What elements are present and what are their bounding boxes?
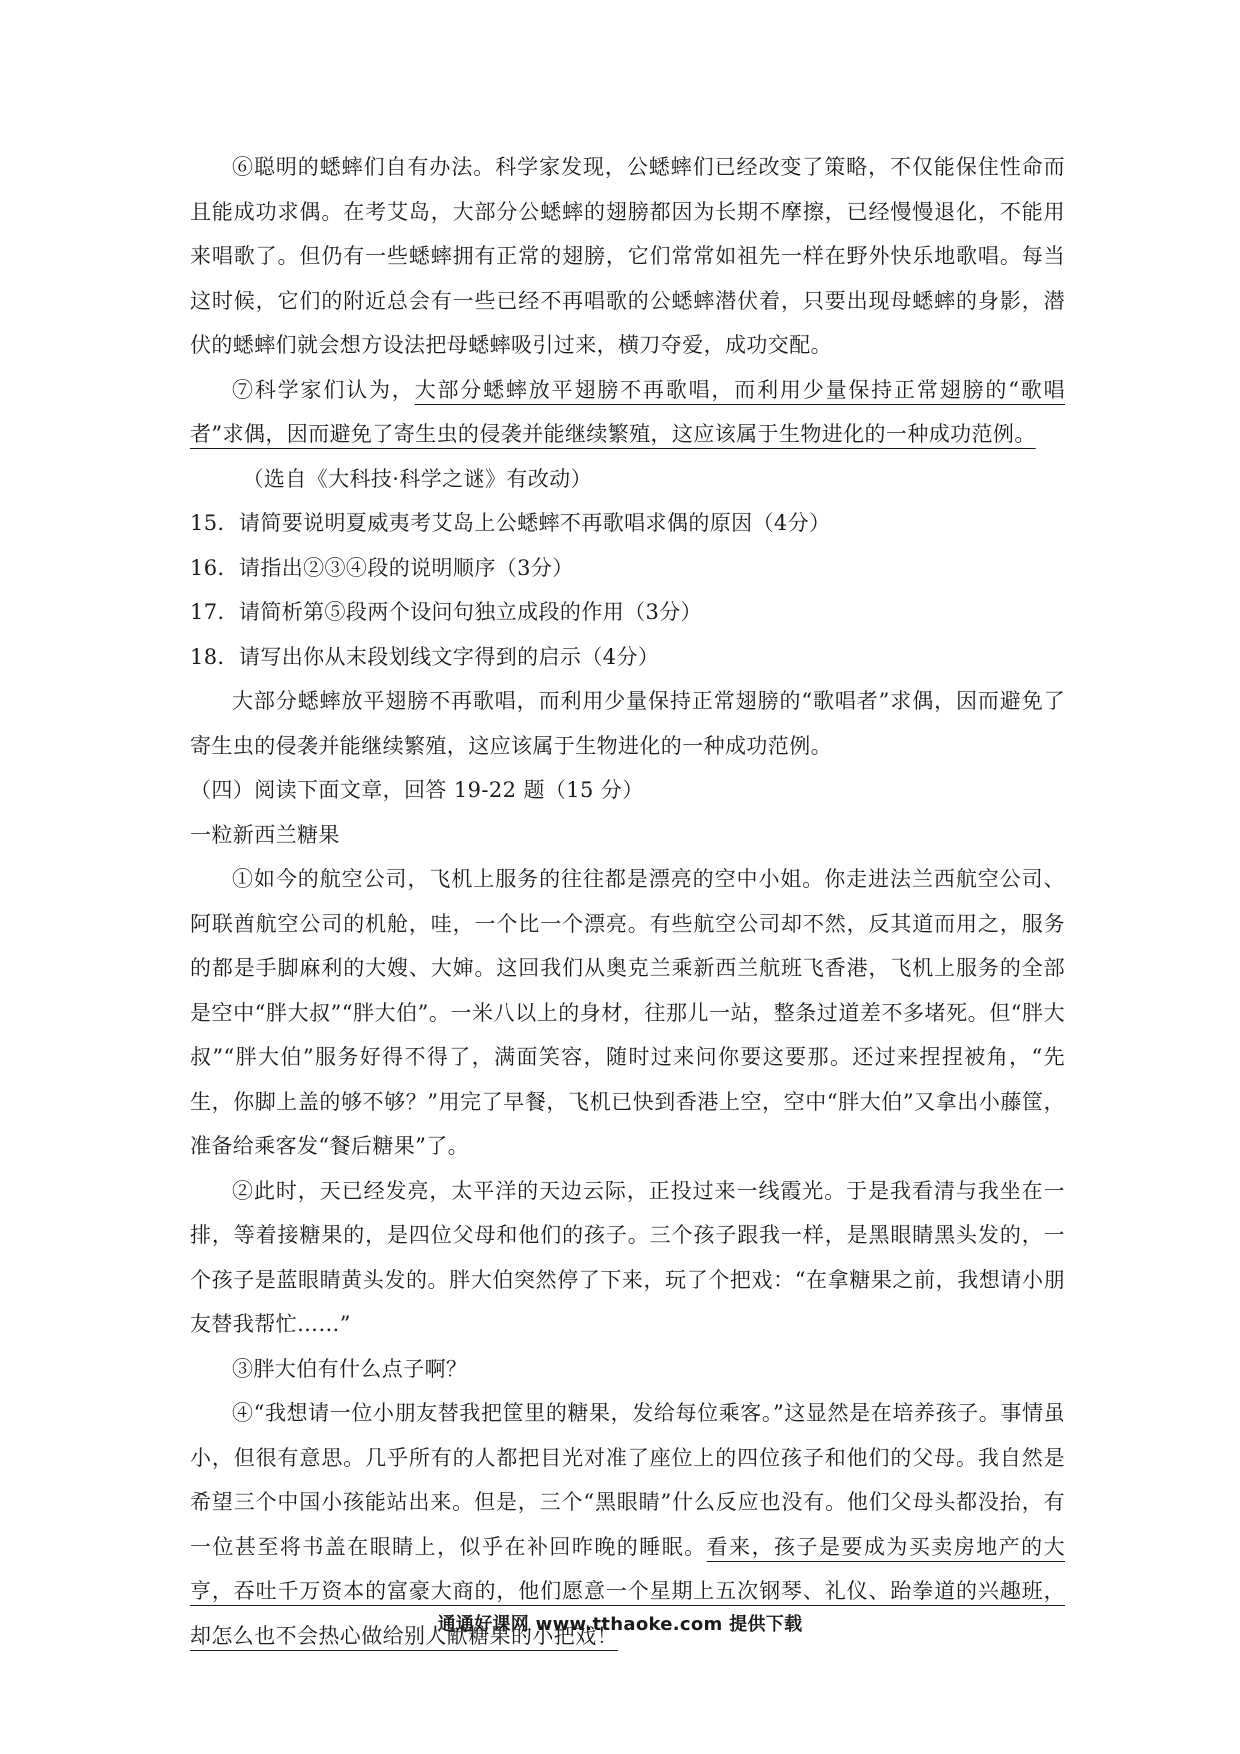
- footer-watermark: 通通好课网 www.tthaoke.com 提供下载: [437, 1614, 803, 1635]
- source-citation: （选自《大科技·科学之谜》有改动）: [242, 466, 592, 491]
- section-heading: （四）阅读下面文章，回答 19-22 题（15 分）: [190, 778, 644, 802]
- paragraph-6: ⑥聪明的蟋蟀们自有办法。科学家发现，公蟋蟀们已经改变了策略，不仅能保住性命而且能成功求偶。在考艾岛，大部分公蟋蟀的翅膀都因为长期不摩擦，已经慢慢退化，不能用来唱歌了。但仍有一些蟋蟀拥有正常的翅膀，它们常常如祖先一样在野外快乐地歌唱。每当这时候，它们的附近总会有一些已经不再唱歌的公蟋蟀潜伏着，只要出现母蟋蟀的身影，潜伏的蟋蟀们就会想方设法把母蟋蟀吸引过来，横刀夺爱，成功交配。: [190, 155, 1065, 357]
- paragraph-7: [190, 368, 1065, 457]
- article-title: 一粒新西兰糖果: [190, 822, 340, 847]
- quoted-answer: 大部分蟋蟀放平翅膀不再歌唱，而利用少量保持正常翅膀的“歌唱者”求偶，因而避免了寄生虫的侵袭并能继续繁殖，这应该属于生物进化的一种成功范例。: [190, 689, 1065, 758]
- page-content: [190, 145, 1065, 1658]
- article-paragraph-4-lead: ④“我想请一位小朋友替我把筐里的糖果，发给每位乘客。”这显然是在培养孩子。事情虽小，但很有意思。几乎所有的人都把目光对准了座位上的四位孩子和他们的父母。我自然是希望三个中国小孩能站出来。但是，三个“黑眼睛”什么反应也没有。他们父母头都没抬，有一位甚至将书盖在眼睛上，似乎在补回昨晚的睡眠。: [190, 1401, 1065, 1559]
- underlined-text: 看来，孩子是要成为买卖房地产的大亨，吞吐千万资本的富豪大商的，他们愿意一个星期上五次钢琴、礼仪、跆拳道的兴趣班，却怎么也不会热心做给别人献糖果的小把戏！: [190, 1534, 1065, 1648]
- article-paragraph-3: ③胖大伯有什么点子啊？: [232, 1356, 468, 1381]
- underlined-text: 大部分蟋蟀放平翅膀不再歌唱，而利用少量保持正常翅膀的“歌唱者”求偶，因而避免了寄生虫的侵袭并能继续繁殖，这应该属于生物进化的一种成功范例。: [190, 377, 1065, 446]
- article-paragraph-1: ①如今的航空公司，飞机上服务的往往都是漂亮的空中小姐。你走进法兰西航空公司、阿联酋航空公司的机舱，哇，一个比一个漂亮。有些航空公司却不然，反其道而用之，服务的都是手脚麻利的大嫂、大婶。这回我们从奥克兰乘新西兰航班飞香港，飞机上服务的全部是空中“胖大叔”“胖大伯”。一米八以上的身材，往那儿一站，整条过道差不多堵死。但“胖大叔”“胖大伯”服务好得不得了，满面笑容，随时过来问你要这要那。还过来捏捏被角，“先生，你脚上盖的够不够？”用完了早餐，飞机已快到香港上空，空中“胖大伯”又拿出小藤筐，准备给乘客发“餐后糖果”了。: [190, 867, 1065, 1158]
- question-16: 16．请指出②③④段的说明顺序（3分）: [190, 555, 574, 580]
- question-18: 18．请写出你从末段划线文字得到的启示（4分）: [190, 644, 660, 669]
- question-17: 17．请简析第⑤段两个设问句独立成段的作用（3分）: [190, 600, 703, 624]
- article-paragraph-2: ②此时，天已经发亮，太平洋的天边云际，正投过来一线霞光。于是我看清与我坐在一排，等着接糖果的，是四位父母和他们的孩子。三个孩子跟我一样，是黑眼睛黑头发的，一个孩子是蓝眼睛黄头发的。胖大伯突然停了下来，玩了个把戏：“在拿糖果之前，我想请小朋友替我帮忙……”: [190, 1178, 1065, 1336]
- paragraph-7-lead: ⑦科学家们认为，: [232, 377, 415, 402]
- question-15: 15．请简要说明夏威夷考艾岛上公蟋蟀不再歌唱求偶的原因（4分）: [190, 511, 831, 535]
